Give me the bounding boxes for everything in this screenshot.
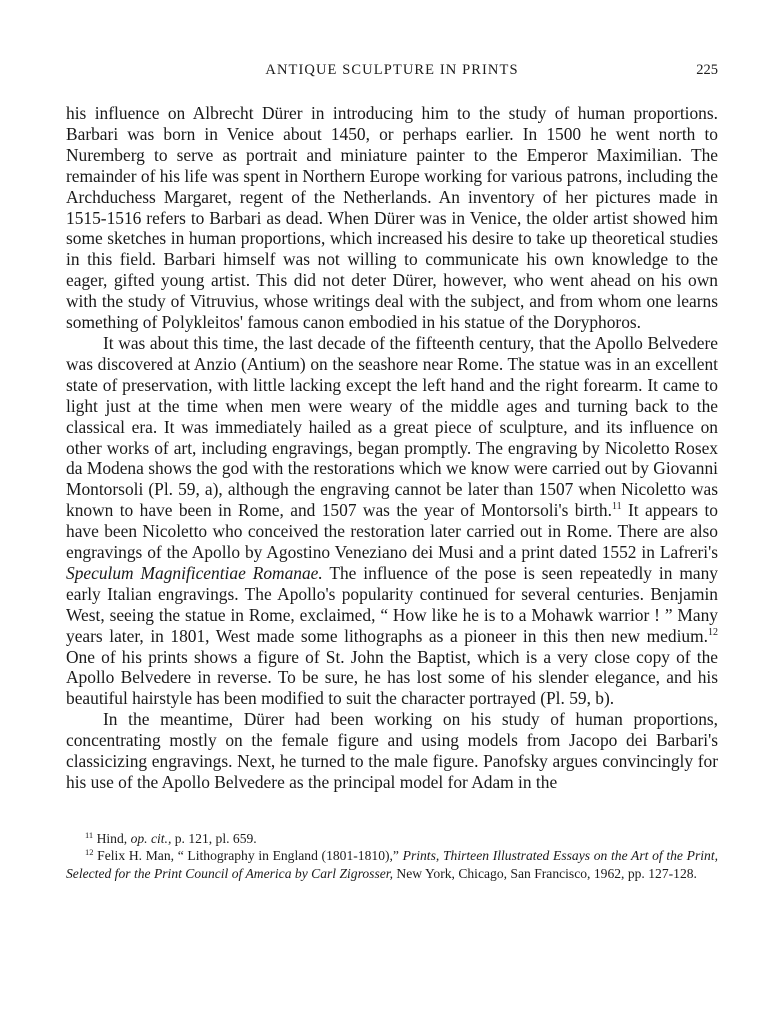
footnote-ref-11[interactable]: 11 [611, 501, 622, 513]
footnote-11-italic: op. cit., [130, 830, 172, 846]
cited-title-speculum: Speculum Magnificentiae Romanae. [66, 562, 323, 583]
page-number: 225 [696, 62, 718, 78]
footnote-12-text-a: Felix H. Man, “ Lithography in England (1801-1810),” [93, 848, 403, 864]
paragraph-1: his influence on Albrecht Dürer in introducing him to the study of human proportions. Barbari was born in Venice about 1450, or perhaps earlier. In 1500 he went north to Nuremberg to serve as portrait and miniature painter to the Emperor Maximilian. The remainder of his life was spent in Northern Europe working for various patrons, including the Archduchess Margaret, regent of the Netherlands. An inventory of her pictures made in 1515-1516 refers to Barbari as dead. When Dürer was in Venice, the older artist showed him some sketches in human proportions, which increased his desire to take up theoretical studies in this field. Barbari himself was not willing to communicate his own knowledge to the eager, gifted young artist. This did not deter Dürer, however, who went ahead on his own with the study of Vitruvius, whose writings deal with the subject, and from whom one learns something of Polykleitos' famous canon embodied in his statue of the Doryphoros. [66, 103, 718, 333]
paragraph-2-part-b: It appears to have been Nicoletto who conceived the restoration later carried out in Rome. There are also engravings of the Apollo by Agostino Veneziano dei Musi and a print dated 1552 in Lafreri's [66, 500, 718, 563]
paragraph-2-part-c: The influence of the pose is seen repeatedly in many early Italian engravings. The Apollo's popularity continued for several centuries. Benjamin West, seeing the statue in Rome, exclaimed, “ How like he is to a Mohawk warrior ! ” Many years later, in 1801, West made some lithographs as a pioneer in this then new medium. [66, 562, 718, 646]
footnote-12 [66, 847, 718, 882]
footnote-11-text-a: Hind, [93, 830, 131, 846]
running-title: ANTIQUE SCULPTURE IN PRINTS [265, 62, 519, 78]
paragraph-3: In the meantime, Dürer had been working on his study of human proportions, concentrating mostly on the female figure and using models from Jacopo dei Barbari's classicizing engravings. Next, he turned to the male figure. Panofsky argues convincingly for his use of the Apollo Belvedere as the principal model for Adam in the [66, 709, 718, 792]
running-head [66, 62, 718, 86]
footnote-12-italic: Prints, Thirteen Illustrated Essays on the Art of the Print, Selected for the Print Council of America by Carl Zigrosser, [66, 848, 718, 881]
paragraph-2-part-a: It was about this time, the last decade of the fifteenth century, that the Apollo Belvedere was discovered at Anzio (Antium) on the seashore near Rome. The statue was in an excellent state of preservation, with little lacking except the left hand and the right forearm. It came to light just at the time when men were weary of the middle ages and turning back to the classical era. It was immediately hailed as a great piece of sculpture, and its influence on other works of art, including engravings, began promptly. The engraving by Nicoletto Rosex da Modena shows the god with the restorations which we know were carried out by Giovanni Montorsoli (Pl. 59, a), although the engraving cannot be later than 1507 when Nicoletto was known to have been in Rome, and 1507 was the year of Montorsoli's birth. [66, 332, 718, 521]
body-text [66, 103, 718, 793]
footnote-11-text-b: p. 121, pl. 659. [171, 830, 257, 846]
footnote-11 [66, 830, 718, 847]
book-page [66, 62, 718, 882]
paragraph-2 [66, 333, 718, 709]
footnote-number-11: 11 [85, 829, 94, 840]
paragraph-2-part-d: One of his prints shows a figure of St. John the Baptist, which is a very close copy of the Apollo Belvedere in reverse. To be sure, he has lost some of his slender elegance, and his beautiful hairstyle has been modified to suit the character portrayed (Pl. 59, b). [66, 646, 718, 709]
footnotes [66, 830, 718, 882]
footnote-12-text-b: New York, Chicago, San Francisco, 1962, pp. 127-128. [392, 865, 697, 881]
footnote-number-12: 12 [85, 847, 94, 858]
footnote-ref-12[interactable]: 12 [708, 626, 718, 638]
